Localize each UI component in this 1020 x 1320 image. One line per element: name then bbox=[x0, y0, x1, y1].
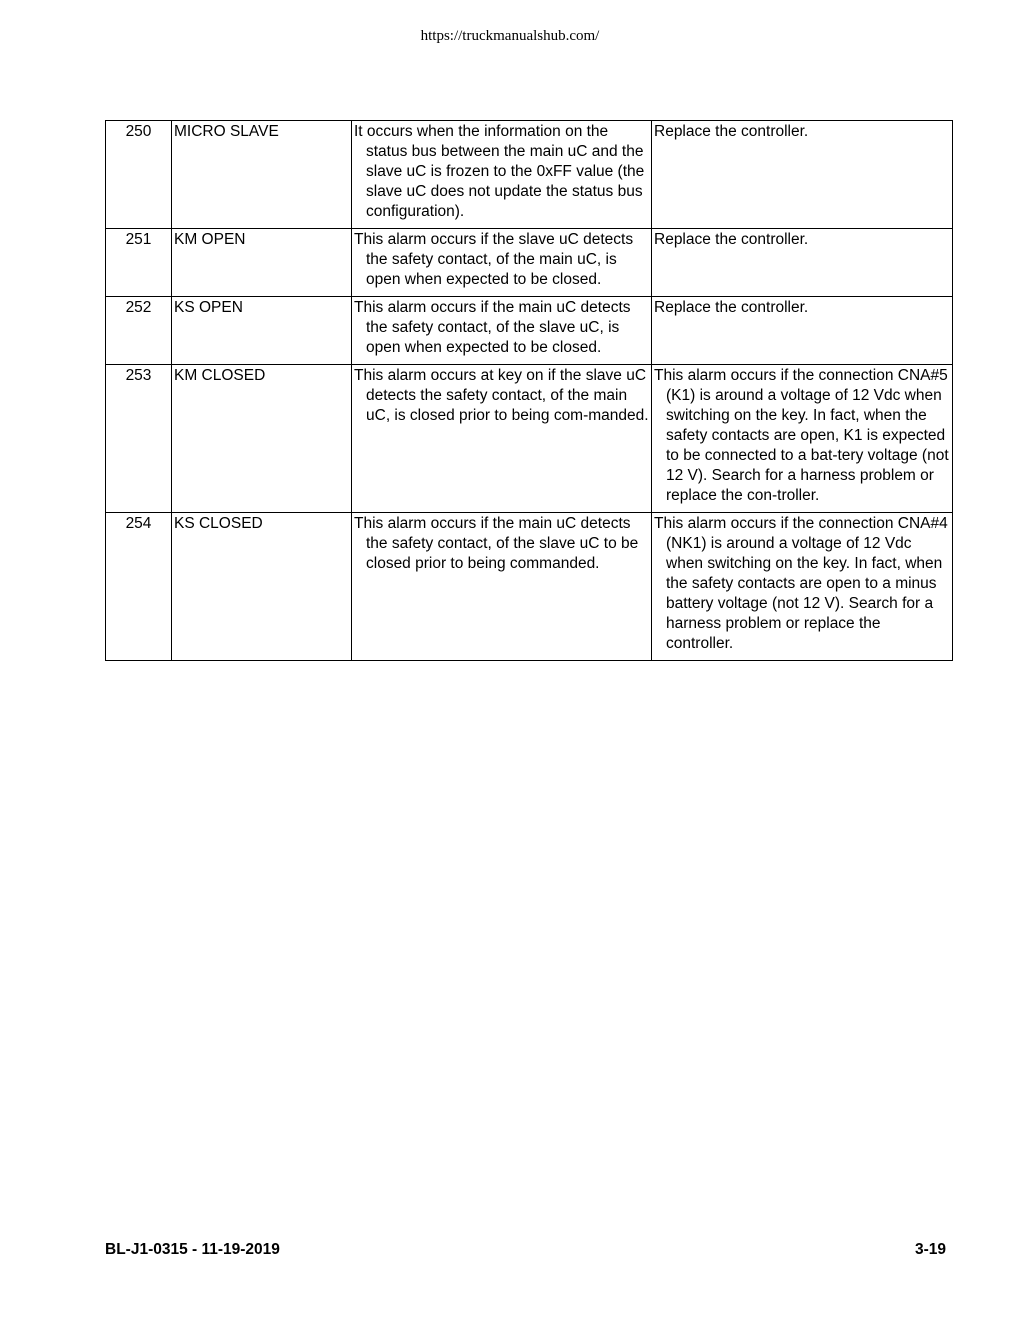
alarm-remedy: Replace the controller. bbox=[652, 297, 953, 365]
alarm-code: 250 bbox=[106, 121, 172, 229]
alarm-description: This alarm occurs if the main uC detects the safety contact, of the slave uC, is open when expected to be closed. bbox=[352, 297, 652, 365]
alarm-description: It occurs when the information on the status bus between the main uC and the slave uC is frozen to the 0xFF value (the slave uC does not update the status bus configuration). bbox=[352, 121, 652, 229]
alarm-table bbox=[105, 120, 953, 661]
table-row bbox=[106, 229, 953, 297]
table-row bbox=[106, 297, 953, 365]
alarm-description: This alarm occurs at key on if the slave uC detects the safety contact, of the main uC, is closed prior to being com-manded. bbox=[352, 365, 652, 513]
alarm-remedy: This alarm occurs if the connection CNA#5 (K1) is around a voltage of 12 Vdc when switching on the key. In fact, when the safety contacts are open, K1 is expected to be connected to a bat-tery voltage (not 12 V). Search for a harness problem or replace the con-troller. bbox=[652, 365, 953, 513]
alarm-name: KM CLOSED bbox=[172, 365, 352, 513]
table-row bbox=[106, 121, 953, 229]
alarm-description: This alarm occurs if the slave uC detects the safety contact, of the main uC, is open when expected to be closed. bbox=[352, 229, 652, 297]
footer-page-number: 3-19 bbox=[914, 1241, 946, 1258]
alarm-name: MICRO SLAVE bbox=[172, 121, 352, 229]
alarm-code: 251 bbox=[106, 229, 172, 297]
header-url: https://truckmanualshub.com/ bbox=[420, 28, 600, 44]
alarm-description: This alarm occurs if the main uC detects the safety contact, of the slave uC to be closed prior to being commanded. bbox=[352, 513, 652, 661]
alarm-code: 252 bbox=[106, 297, 172, 365]
alarm-code: 254 bbox=[106, 513, 172, 661]
alarm-remedy: This alarm occurs if the connection CNA#4 (NK1) is around a voltage of 12 Vdc when switching on the key. In fact, when the safety contacts are open to a minus battery voltage (not 12 V). Search for a harness problem or replace the controller. bbox=[652, 513, 953, 661]
alarm-code: 253 bbox=[106, 365, 172, 513]
alarm-remedy: Replace the controller. bbox=[652, 229, 953, 297]
alarm-remedy: Replace the controller. bbox=[652, 121, 953, 229]
alarm-name: KS OPEN bbox=[172, 297, 352, 365]
table-row bbox=[106, 513, 953, 661]
footer-doc-id: BL-J1-0315 - 11-19-2019 bbox=[105, 1241, 280, 1258]
alarm-name: KS CLOSED bbox=[172, 513, 352, 661]
table-row bbox=[106, 365, 953, 513]
alarm-name: KM OPEN bbox=[172, 229, 352, 297]
